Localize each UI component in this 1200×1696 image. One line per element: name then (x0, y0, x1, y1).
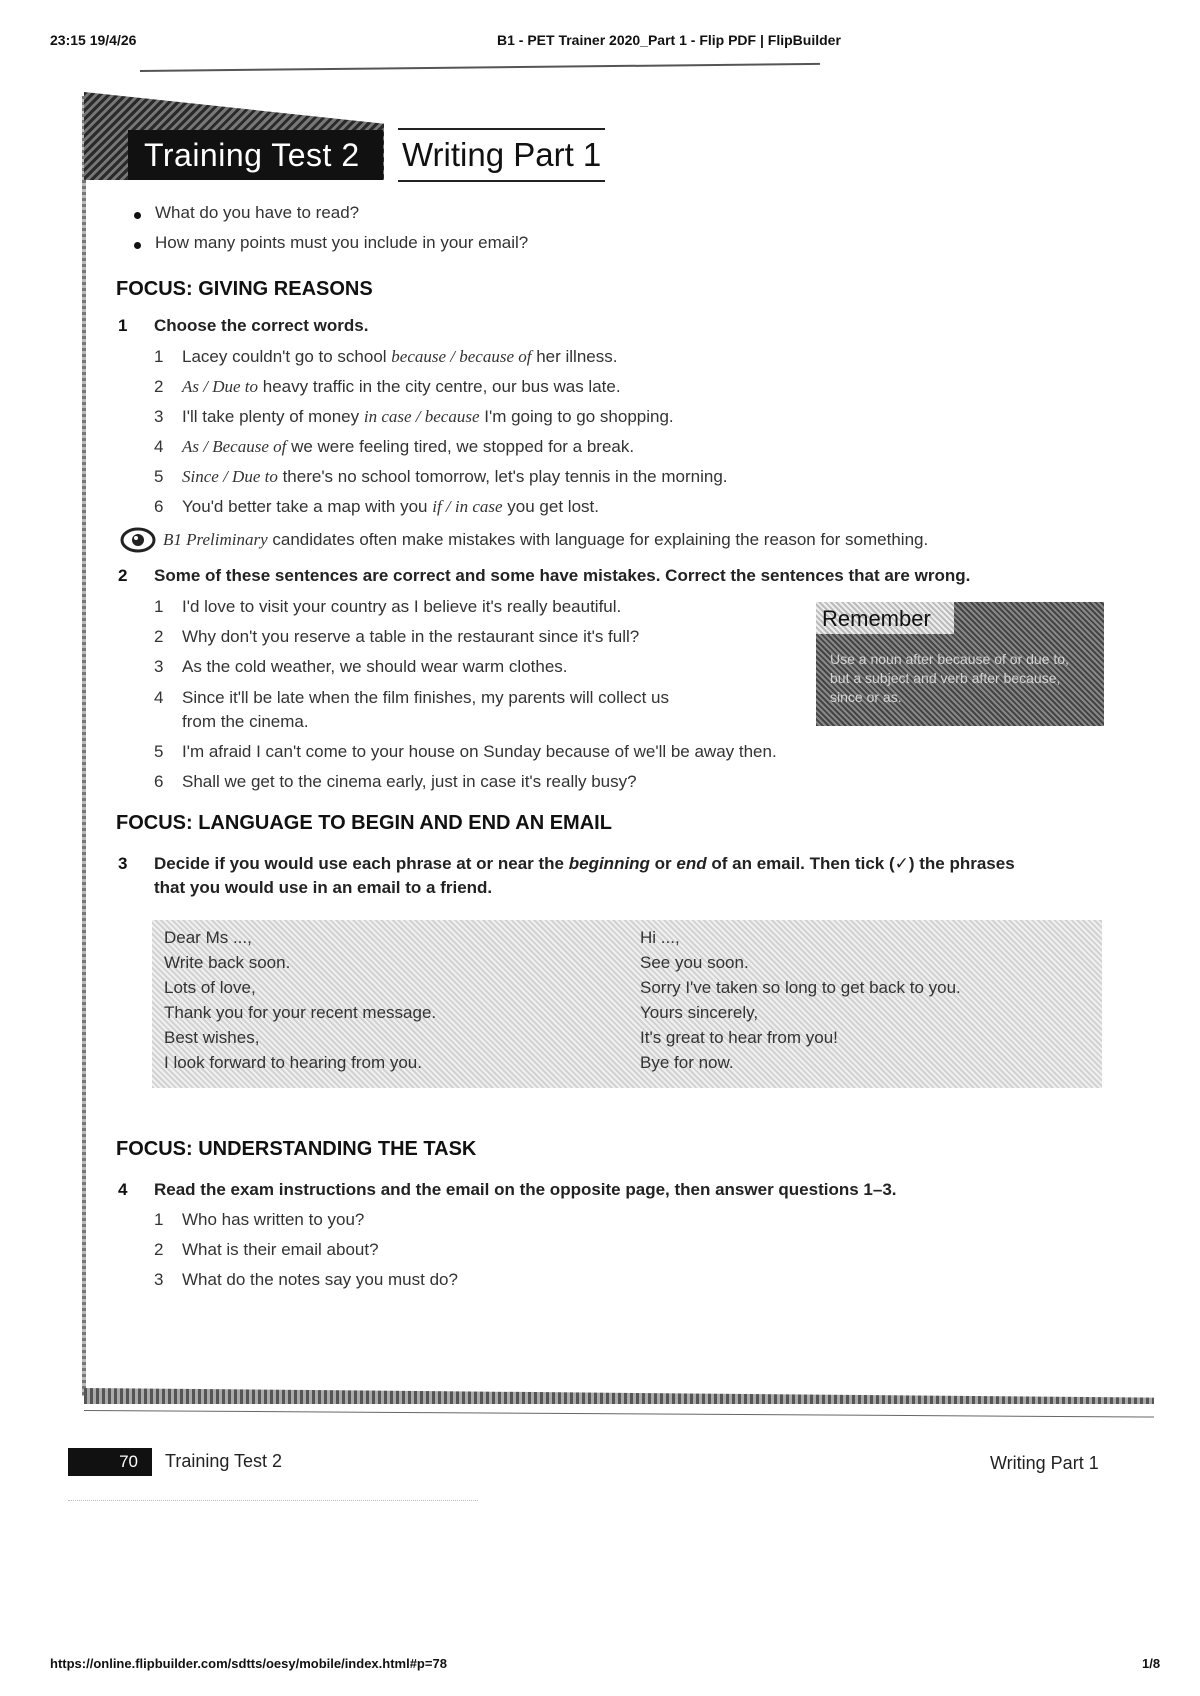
phrase-item[interactable]: Sorry I've taken so long to get back to you. (640, 978, 961, 997)
reason-item: As / Due to heavy traffic in the city centre, our bus was late. (182, 377, 621, 396)
phrase-item[interactable]: Dear Ms ..., (164, 928, 252, 947)
item-number: 1 (154, 597, 164, 616)
scan-bottom-rule (84, 1410, 1154, 1418)
reason-item: I'll take plenty of money in case / because I'm going to go shopping. (182, 407, 674, 426)
word-choice[interactable]: Since / Due to (182, 467, 278, 486)
phrase-item[interactable]: Hi ..., (640, 928, 680, 947)
question-instruction: Choose the correct words. (154, 316, 369, 335)
intro-bullet: How many points must you include in your email? (155, 233, 529, 252)
focus-heading-understanding-task: FOCUS: UNDERSTANDING THE TASK (116, 1138, 477, 1160)
footer-right-label: Writing Part 1 (990, 1453, 1099, 1473)
phrase-item[interactable]: See you soon. (640, 953, 749, 972)
question-number: 1 (118, 316, 128, 335)
item-number: 1 (154, 347, 164, 366)
correction-item: Why don't you reserve a table in the restaurant since it's full? (182, 627, 640, 646)
test-label: Training Test 2 (128, 130, 383, 180)
phrase-item[interactable]: Write back soon. (164, 953, 291, 972)
item-number: 6 (154, 497, 164, 516)
reason-item: Since / Due to there's no school tomorrow, let's play tennis in the morning. (182, 467, 728, 486)
item-number: 3 (154, 407, 164, 426)
question-number: 2 (118, 566, 128, 585)
correction-item: As the cold weather, we should wear warm clothes. (182, 657, 568, 676)
print-page-title: B1 - PET Trainer 2020_Part 1 - Flip PDF | FlipBuilder (497, 32, 841, 48)
phrase-item[interactable]: I look forward to hearing from you. (164, 1053, 422, 1072)
word-choice[interactable]: As / Due to (182, 377, 259, 396)
correction-item: I'd love to visit your country as I believe it's really beautiful. (182, 597, 622, 616)
item-number: 2 (154, 1240, 164, 1259)
page-number: 70 (68, 1448, 152, 1476)
phrase-item[interactable]: It's great to hear from you! (640, 1028, 838, 1047)
question-number: 4 (118, 1180, 128, 1199)
correction-item: I'm afraid I can't come to your house on Sunday because of we'll be away then. (182, 742, 777, 761)
correction-item-continued: from the cinema. (182, 712, 309, 731)
footer-left-label: Training Test 2 (165, 1451, 283, 1471)
focus-heading-email-language: FOCUS: LANGUAGE TO BEGIN AND END AN EMAIL (116, 812, 612, 834)
print-timestamp: 23:15 19/4/26 (50, 32, 137, 48)
question-instruction: Read the exam instructions and the email on the opposite page, then answer questions 1–3. (154, 1180, 897, 1199)
phrase-item[interactable]: Best wishes, (164, 1028, 260, 1047)
item-number: 4 (154, 437, 164, 456)
word-choice[interactable]: in case / because (363, 407, 480, 426)
task-question: Who has written to you? (182, 1210, 365, 1229)
scan-faint-line (68, 1500, 478, 1501)
reason-item: You'd better take a map with you if / in case you get lost. (182, 497, 599, 516)
print-page-indicator: 1/8 (1142, 1656, 1161, 1671)
word-choice[interactable]: As / Because of (182, 437, 287, 456)
item-number: 5 (154, 742, 164, 761)
item-number: 3 (154, 657, 164, 676)
scan-bottom-band (84, 1388, 1154, 1404)
item-number: 4 (154, 688, 164, 707)
scan-top-rule (140, 63, 820, 72)
scan-left-edge (82, 96, 86, 1396)
phrase-item[interactable]: Yours sincerely, (640, 1003, 759, 1022)
reason-item: As / Because of we were feeling tired, we stopped for a break. (182, 437, 635, 456)
item-number: 1 (154, 1210, 164, 1229)
word-choice[interactable]: because / because of (391, 347, 532, 366)
item-number: 2 (154, 627, 164, 646)
focus-heading-reasons: FOCUS: GIVING REASONS (116, 278, 373, 300)
exam-tip: B1 Preliminary candidates often make mistakes with language for explaining the reason for something. (163, 530, 929, 549)
item-number: 6 (154, 772, 164, 791)
print-url[interactable]: https://online.flipbuilder.com/sdtts/oesy/mobile/index.html#p=78 (50, 1656, 447, 1671)
eye-icon (120, 526, 156, 554)
question-number: 3 (118, 854, 128, 873)
phrase-item[interactable]: Bye for now. (640, 1053, 734, 1072)
correction-item: Shall we get to the cinema early, just in case it's really busy? (182, 772, 637, 791)
correction-item: Since it'll be late when the film finishes, my parents will collect us (182, 688, 670, 707)
phrase-item[interactable]: Thank you for your recent message. (164, 1003, 437, 1022)
intro-bullet: What do you have to read? (155, 203, 360, 222)
question-instruction-continued: that you would use in an email to a friend. (154, 878, 493, 897)
question-instruction: Some of these sentences are correct and some have mistakes. Correct the sentences that are wrong. (154, 566, 971, 585)
phrase-item[interactable]: Lots of love, (164, 978, 256, 997)
task-question: What do the notes say you must do? (182, 1270, 458, 1289)
question-instruction: Decide if you would use each phrase at or near the beginning or end of an email. Then tick (✓) the phrases (154, 854, 1015, 873)
word-choice[interactable]: if / in case (432, 497, 503, 516)
bullet-dot (134, 242, 141, 249)
part-title: Writing Part 1 (398, 128, 605, 182)
reason-item: Lacey couldn't go to school because / because of her illness. (182, 347, 618, 366)
remember-label: Remember (822, 606, 931, 631)
bullet-dot (134, 212, 141, 219)
item-number: 3 (154, 1270, 164, 1289)
remember-body: Use a noun after because of or due to, but a subject and verb after because, since or as. (830, 651, 1069, 705)
item-number: 5 (154, 467, 164, 486)
task-question: What is their email about? (182, 1240, 379, 1259)
item-number: 2 (154, 377, 164, 396)
